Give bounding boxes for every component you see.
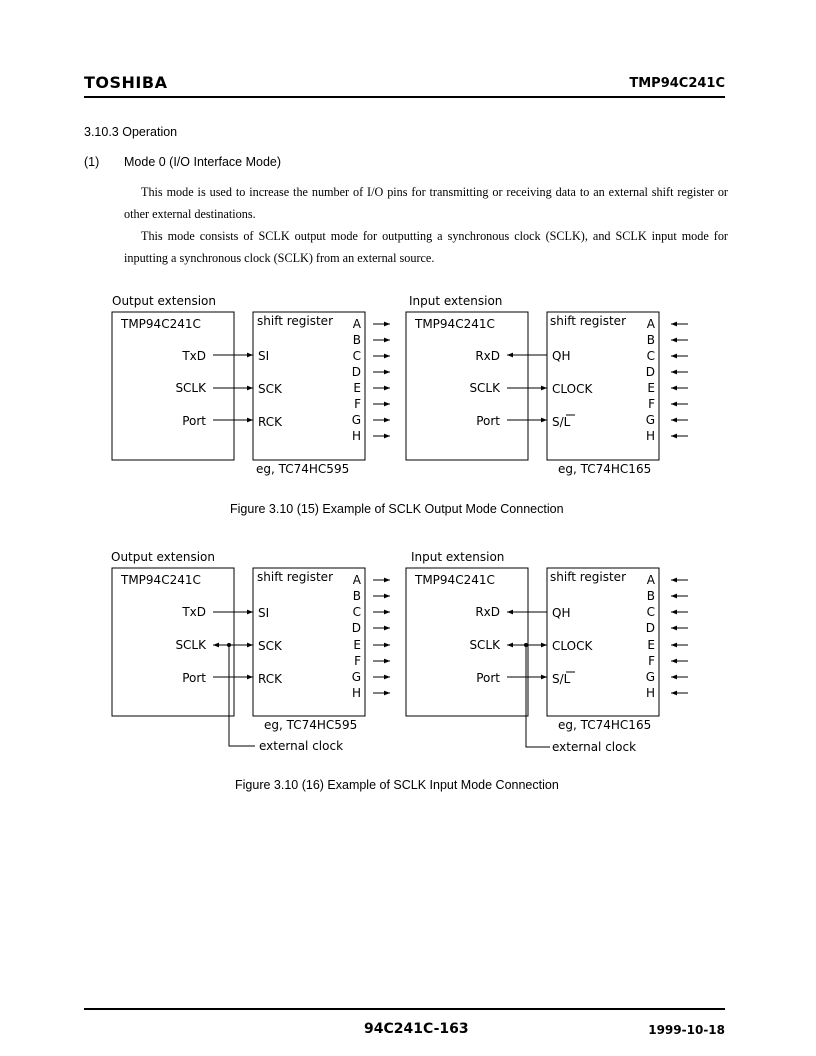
sr-in-h: H <box>645 429 655 443</box>
sr-out-d-2: D <box>351 621 361 635</box>
sr-out-a-2: A <box>352 573 361 587</box>
brand-logo: TOSHIBA <box>84 73 168 92</box>
sr-in-b-2: B <box>646 589 655 603</box>
mcu-pin-sclk-2: SCLK <box>175 638 206 652</box>
sr-in-a: A <box>646 317 655 331</box>
subsection-title: Mode 0 (I/O Interface Mode) <box>124 155 282 169</box>
sr-pin-sl: S/L <box>552 415 571 429</box>
shift-register-title-input-2: shift register <box>550 570 627 584</box>
footer-rule <box>84 1008 725 1010</box>
sr-in-b: B <box>646 333 655 347</box>
sr-in-e-2: E <box>647 638 655 652</box>
sr-in-e: E <box>647 381 655 395</box>
sr-out-f: F <box>354 397 361 411</box>
sr-pin-clock-2: CLOCK <box>552 639 593 653</box>
sr-pin-sck-2: SCK <box>258 639 282 653</box>
section-title: 3.10.3 Operation <box>84 125 178 139</box>
sr-in-f: F <box>648 397 655 411</box>
mcu-box-input <box>406 312 528 460</box>
sr-in-a-2: A <box>646 573 655 587</box>
sr-pin-qh-2: QH <box>552 606 571 620</box>
sr-out-g-2: G <box>351 670 361 684</box>
sr-out-c: C <box>352 349 361 363</box>
external-clock-label-input: external clock <box>552 740 637 754</box>
page-number: 94C241C-163 <box>364 1021 469 1037</box>
sr-out-b: B <box>352 333 361 347</box>
shift-register-title: shift register <box>257 314 334 328</box>
mcu-pin-txd: TxD <box>182 349 206 363</box>
sr-out-d: D <box>351 365 361 379</box>
subsection-number: (1) <box>84 155 100 169</box>
shift-register-title-2: shift register <box>257 570 334 584</box>
mcu-pin-sclk-input: SCLK <box>469 381 500 395</box>
sr-out-g: G <box>351 413 361 427</box>
input-extension-title-2: Input extension <box>411 550 505 564</box>
paragraph-1 <box>124 181 728 225</box>
sr-in-d-2: D <box>645 621 655 635</box>
sr-in-c-2: C <box>646 605 655 619</box>
sr-pin-si-2: SI <box>258 606 270 620</box>
mcu-pin-port-2: Port <box>182 671 206 685</box>
sr-pin-si: SI <box>258 349 270 363</box>
input-extension-title: Input extension <box>409 294 503 308</box>
sr-in-g-2: G <box>645 670 655 684</box>
sr-out-a: A <box>352 317 361 331</box>
external-clock-line-input <box>526 645 550 747</box>
mcu-pin-rxd-2: RxD <box>475 605 500 619</box>
mcu-box-input-2 <box>406 568 528 716</box>
sr-in-c: C <box>646 349 655 363</box>
mcu-pin-port-input-2: Port <box>476 671 500 685</box>
input-arrows <box>671 324 688 436</box>
sr-pin-rck: RCK <box>258 415 282 429</box>
output-extension-title-2: Output extension <box>111 550 215 564</box>
sr-in-d: D <box>645 365 655 379</box>
output-extension-title: Output extension <box>112 294 216 308</box>
mcu-label: TMP94C241C <box>121 317 201 331</box>
sr-pin-rck-2: RCK <box>258 672 282 686</box>
sr-in-h-2: H <box>645 686 655 700</box>
document-date: 1999-10-18 <box>648 1023 725 1037</box>
output-part-number: eg, TC74HC595 <box>256 462 350 476</box>
mcu-label-2: TMP94C241C <box>121 573 201 587</box>
sr-out-e: E <box>353 381 361 395</box>
mcu-label-input: TMP94C241C <box>415 317 495 331</box>
mcu-label-input-2: TMP94C241C <box>415 573 495 587</box>
mcu-pin-sclk-input-2: SCLK <box>469 638 500 652</box>
sr-pin-clock: CLOCK <box>552 382 593 396</box>
mcu-pin-rxd: RxD <box>475 349 500 363</box>
mcu-pin-txd-2: TxD <box>182 605 206 619</box>
shift-register-title-input: shift register <box>550 314 627 328</box>
sr-out-h-2: H <box>351 686 361 700</box>
sr-pin-sck: SCK <box>258 382 282 396</box>
input-arrows-2 <box>671 580 688 693</box>
sr-out-e-2: E <box>353 638 361 652</box>
header-rule <box>84 96 725 98</box>
sr-pin-qh: QH <box>552 349 571 363</box>
output-part-number-2: eg, TC74HC595 <box>264 718 358 732</box>
mcu-box-2 <box>112 568 234 716</box>
paragraph-2 <box>124 225 728 269</box>
sr-pin-sl-2: S/L <box>552 672 571 686</box>
mcu-box <box>112 312 234 460</box>
output-arrows <box>373 324 390 436</box>
paragraph-2-text: This mode consists of SCLK output mode for outputting a synchronous clock (SCLK), and SCLK input mode for inputting a synchronous clock (SCLK) from an external source. <box>124 229 728 265</box>
sr-in-g: G <box>645 413 655 427</box>
sr-out-b-2: B <box>352 589 361 603</box>
mcu-pin-port: Port <box>182 414 206 428</box>
input-part-number: eg, TC74HC165 <box>558 462 652 476</box>
sr-out-h: H <box>351 429 361 443</box>
mcu-pin-sclk: SCLK <box>175 381 206 395</box>
figure-sclk-output-mode <box>0 288 816 578</box>
output-arrows-2 <box>373 580 390 693</box>
paragraph-1-text: This mode is used to increase the number of I/O pins for transmitting or receiving data to an external shift register or other external destinations. <box>124 185 728 221</box>
figure-1-caption: Figure 3.10 (15) Example of SCLK Output Mode Connection <box>230 502 564 516</box>
external-clock-line <box>229 645 255 746</box>
figure-2-caption: Figure 3.10 (16) Example of SCLK Input Mode Connection <box>235 778 559 792</box>
external-clock-label: external clock <box>259 739 344 753</box>
sr-out-f-2: F <box>354 654 361 668</box>
mcu-pin-port-input: Port <box>476 414 500 428</box>
sr-out-c-2: C <box>352 605 361 619</box>
part-number: TMP94C241C <box>629 76 725 91</box>
input-part-number-2: eg, TC74HC165 <box>558 718 652 732</box>
sr-in-f-2: F <box>648 654 655 668</box>
